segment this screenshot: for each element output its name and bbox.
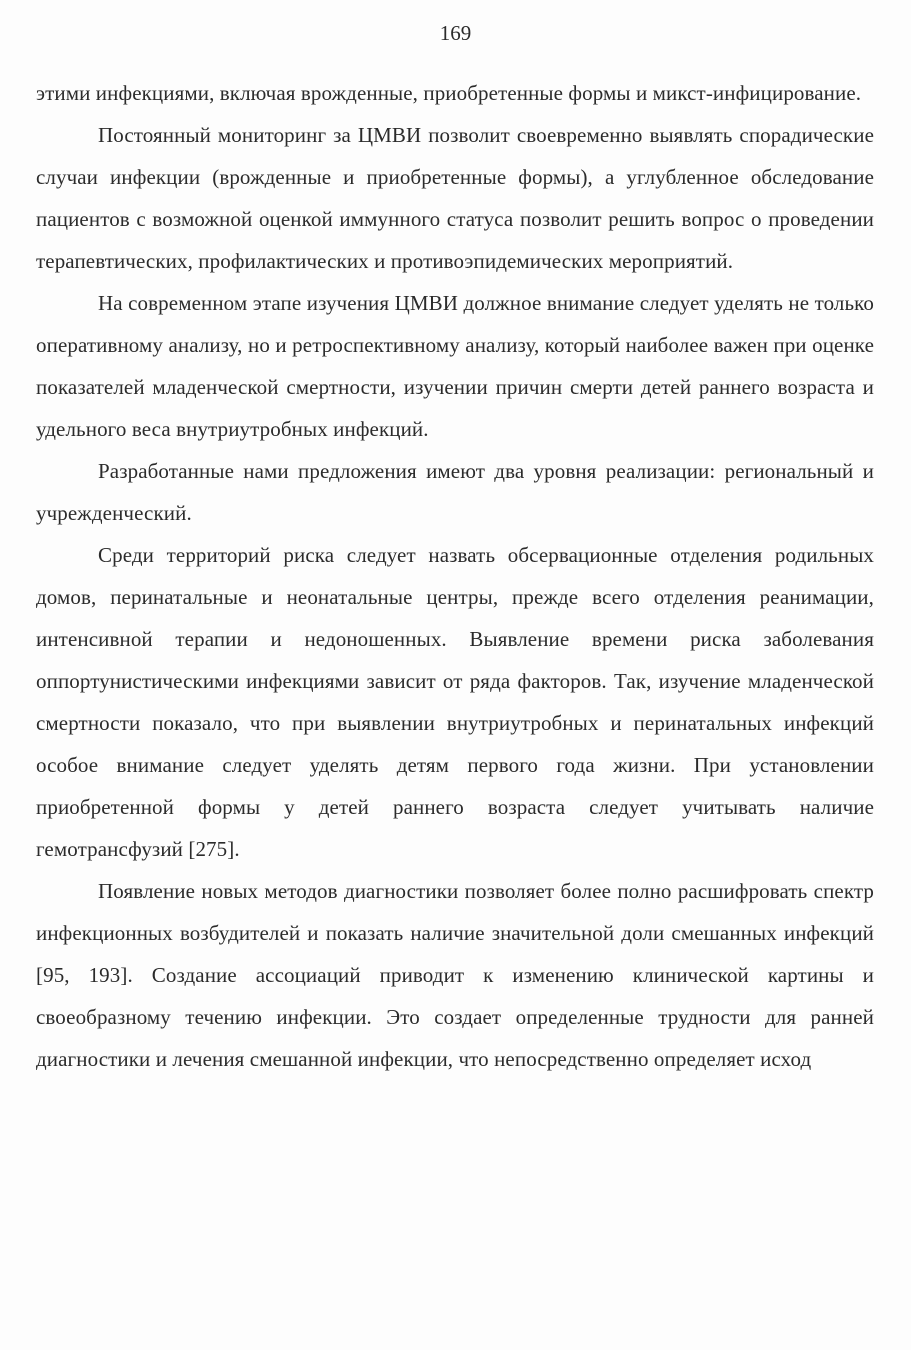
paragraph-5: Среди территорий риска следует назвать обсервационные отделения родильных домов, перинатальные и неонатальные центры, прежде всего отделения реанимации, интенсивной терапии и недоношенных. Выявление времени риска заболевания оппортунистическими инфекциями зависит от ряда факторов. Так, изучение младенческой смертности показало, что при выявлении внутриутробных и перинатальных инфекций особое внимание следует уделять детям первого года жизни. При установлении приобретенной формы у детей раннего возраста следует учитывать наличие гемотрансфузий [275]. — [36, 543, 874, 861]
paragraph-4: Разработанные нами предложения имеют два уровня реализации: региональный и учрежденческий. — [36, 459, 874, 525]
paragraph-6: Появление новых методов диагностики позволяет более полно расшифровать спектр инфекционных возбудителей и показать наличие значительной доли смешанных инфекций [95, 193]. Создание ассоциаций приводит к изменению клинической картины и своеобразному течению инфекции. Это создает определенные трудности для ранней диагностики и лечения смешанной инфекции, что непосредственно определяет исход — [36, 879, 874, 1071]
page-number: 169 — [439, 21, 472, 45]
paragraph-1: этими инфекциями, включая врожденные, приобретенные формы и микст-инфицирование. — [36, 81, 862, 105]
paragraph-3: На современном этапе изучения ЦМВИ должное внимание следует уделять не только оперативному анализу, но и ретроспективному анализу, который наиболее важен при оценке показателей младенческой смертности, изучении причин смерти детей раннего возраста и удельного веса внутриутробных инфекций. — [36, 291, 874, 441]
body-text — [36, 72, 874, 1080]
paragraph-2: Постоянный мониторинг за ЦМВИ позволит своевременно выявлять спорадические случаи инфекции (врожденные и приобретенные формы), а углубленное обследование пациентов с возможной оценкой иммунного статуса позволит решить вопрос о проведении терапевтических, профилактических и противоэпидемических мероприятий. — [36, 123, 874, 273]
